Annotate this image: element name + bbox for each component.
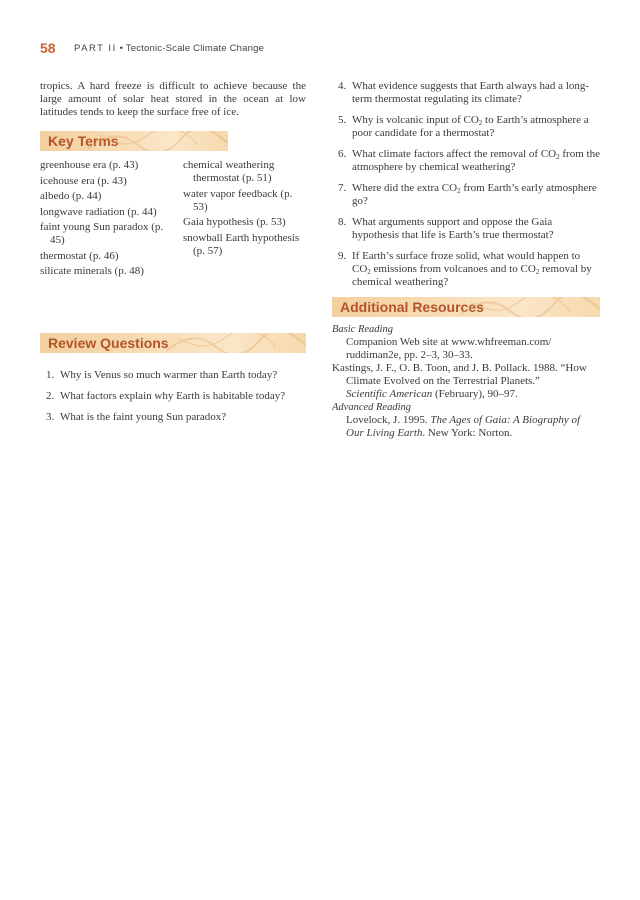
running-head bbox=[74, 43, 264, 54]
resources-list bbox=[332, 323, 600, 440]
kastings-reference: Kastings, J. F., O. B. Toon, and J. B. Pollack. 1988. “How Climate Evolved on the Terrestrial Planets.” Scientific American (February), 90–97. bbox=[332, 362, 587, 400]
review-questions-banner bbox=[40, 333, 306, 353]
key-term: faint young Sun paradox (p. 45) bbox=[40, 221, 164, 246]
key-term: snowball Earth hypothesis (p. 57) bbox=[183, 231, 300, 257]
key-term: albedo (p. 44) bbox=[40, 190, 102, 202]
question-item: 2. What factors explain why Earth is habitable today? bbox=[46, 390, 286, 402]
question-item: 7. Where did the extra $CO_2$ from Earth’s early atmosphere go? bbox=[338, 182, 597, 207]
header-separator: • bbox=[119, 43, 124, 54]
lovelock-reference: Lovelock, J. 1995. The Ages of Gaia: A Biography of Our Living Earth. New York: Norton. bbox=[346, 414, 581, 439]
swirl-ornament-icon bbox=[88, 131, 228, 151]
key-term: water vapor feedback (p. 53) bbox=[183, 187, 293, 213]
key-terms-heading: Key Terms bbox=[48, 133, 119, 149]
left-column bbox=[40, 80, 306, 432]
key-term: silicate minerals (p. 48) bbox=[40, 265, 144, 277]
question-item: 6. What climate factors affect the removal of $CO_2$ from the atmosphere by chemical weathering? bbox=[338, 148, 600, 173]
question-item: 8. What arguments support and oppose the Gaia hypothesis that life is Earth’s true thermostat? bbox=[338, 216, 554, 241]
swirl-ornament-icon bbox=[166, 333, 306, 353]
key-terms-list bbox=[40, 159, 306, 309]
question-item: 4. What evidence suggests that Earth always had a long-term thermostat regulating its climate? bbox=[338, 80, 590, 105]
question-item: 9. If Earth’s surface froze solid, what would happen to $CO_2$ emissions from volcanoes and to $CO_2$ removal by chemical weathering? bbox=[338, 250, 592, 288]
question-item: 5. Why is volcanic input of $CO_2$ to Earth’s atmosphere a poor candidate for a thermostat? bbox=[338, 114, 589, 139]
key-term: longwave radiation (p. 44) bbox=[40, 205, 157, 218]
key-term: icehouse era (p. 43) bbox=[40, 174, 127, 187]
intro-paragraph: tropics. A hard freeze is difficult to achieve because the large amount of solar heat stored in the ocean at low latitudes tends to keep the surface free of ice. bbox=[40, 80, 306, 118]
key-term: thermostat (p. 46) bbox=[40, 249, 119, 262]
additional-resources-heading: Additional Resources bbox=[340, 299, 484, 315]
chapter-title: Tectonic-Scale Climate Change bbox=[125, 43, 265, 54]
key-terms-banner bbox=[40, 131, 228, 151]
additional-resources-banner bbox=[332, 297, 600, 317]
key-term: Gaia hypothesis (p. 53) bbox=[183, 216, 286, 228]
part-label: PART II bbox=[74, 43, 117, 54]
companion-site-entry: Companion Web site at www.whfreeman.com/ ruddiman2e, pp. 2–3, 30–33. bbox=[346, 336, 552, 361]
swirl-ornament-icon bbox=[460, 297, 600, 317]
key-terms-column-1 bbox=[40, 159, 180, 281]
key-terms-column-2 bbox=[183, 159, 306, 260]
running-header bbox=[40, 40, 600, 58]
key-term: chemical weathering thermostat (p. 51) bbox=[183, 159, 275, 184]
basic-reading-label: Basic Reading bbox=[332, 324, 393, 335]
question-item: 3. What is the faint young Sun paradox? bbox=[46, 411, 227, 423]
page-number: 58 bbox=[40, 40, 56, 56]
key-term: greenhouse era (p. 43) bbox=[40, 159, 139, 171]
advanced-reading-label: Advanced Reading bbox=[332, 402, 412, 413]
review-questions-list bbox=[40, 369, 306, 424]
review-questions-continued bbox=[332, 80, 600, 289]
question-item: 1. Why is Venus so much warmer than Earth today? bbox=[46, 369, 278, 381]
right-column bbox=[332, 80, 600, 440]
review-questions-heading: Review Questions bbox=[48, 335, 169, 351]
